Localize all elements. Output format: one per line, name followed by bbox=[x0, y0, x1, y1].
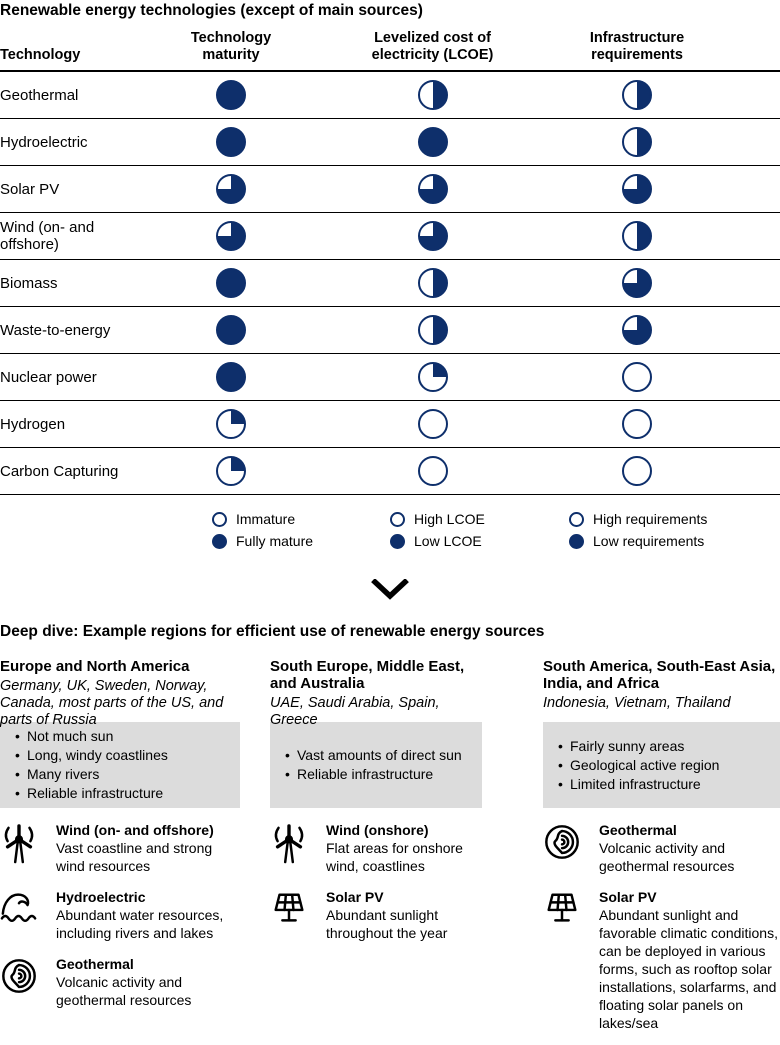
harvey-ball-maturity bbox=[216, 127, 246, 157]
harvey-ball-maturity bbox=[216, 80, 246, 110]
infrastructure-cell bbox=[534, 456, 740, 486]
region-header bbox=[270, 658, 482, 728]
characteristics-list bbox=[278, 746, 474, 784]
lcoe-cell bbox=[331, 221, 534, 251]
region-title: South Europe, Middle East, and Australia bbox=[270, 658, 465, 692]
column-header-lcoe bbox=[331, 30, 534, 70]
harvey-ball-maturity bbox=[216, 221, 246, 251]
maturity-cell bbox=[131, 315, 331, 345]
harvey-ball-infrastructure bbox=[622, 268, 652, 298]
lcoe-cell bbox=[331, 362, 534, 392]
harvey-ball-lcoe bbox=[418, 315, 448, 345]
technology-item bbox=[270, 821, 482, 875]
legend-item bbox=[390, 530, 485, 552]
column-header-lcoe-label: Levelized cost of electricity (LCOE) bbox=[371, 30, 494, 63]
infrastructure-cell bbox=[534, 80, 740, 110]
filled-circle-icon bbox=[212, 534, 227, 549]
technology-text bbox=[599, 821, 780, 875]
legend-label: Fully mature bbox=[236, 533, 314, 549]
technology-description: Abundant water resources, including rivers and lakes bbox=[56, 907, 224, 941]
technology-label: Hydroelectric bbox=[0, 133, 88, 151]
maturity-cell bbox=[131, 80, 331, 110]
lcoe-cell bbox=[331, 174, 534, 204]
characteristic-item: • Vast amounts of direct sun bbox=[297, 746, 474, 765]
filled-circle-icon bbox=[390, 534, 405, 549]
characteristics-box bbox=[0, 722, 240, 808]
table-row-solar-pv bbox=[0, 166, 780, 213]
harvey-ball-infrastructure bbox=[622, 80, 652, 110]
technology-description: Vast coastline and strong wind resources bbox=[56, 840, 213, 874]
characteristic-item: • Limited infrastructure bbox=[570, 775, 772, 794]
characteristic-item: • Many rivers bbox=[27, 765, 232, 784]
infrastructure-cell bbox=[534, 362, 740, 392]
technology-item bbox=[0, 821, 240, 875]
technology-text bbox=[326, 821, 482, 875]
harvey-ball-infrastructure bbox=[622, 362, 652, 392]
lcoe-cell bbox=[331, 456, 534, 486]
harvey-ball-lcoe bbox=[418, 362, 448, 392]
harvey-ball-maturity bbox=[216, 409, 246, 439]
technology-description: Volcanic activity and geothermal resources bbox=[56, 974, 192, 1008]
harvey-ball-lcoe bbox=[418, 174, 448, 204]
legend-label: Immature bbox=[236, 511, 296, 527]
harvey-ball-lcoe bbox=[418, 127, 448, 157]
maturity-cell bbox=[131, 409, 331, 439]
technology-label: Geothermal bbox=[0, 86, 79, 104]
column-header-technology: Technology bbox=[0, 46, 81, 63]
geothermal-icon bbox=[0, 955, 38, 1009]
maturity-cell bbox=[131, 221, 331, 251]
characteristic-item: • Fairly sunny areas bbox=[570, 737, 772, 756]
technology-name: Wind (onshore) bbox=[326, 822, 429, 838]
technology-label: Nuclear power bbox=[0, 368, 97, 386]
technology-item bbox=[543, 888, 780, 1032]
table-row-biomass bbox=[0, 260, 780, 307]
column-header-infrastructure-label: Infrastructure requirements bbox=[589, 30, 685, 63]
harvey-ball-lcoe bbox=[418, 221, 448, 251]
legend-lcoe bbox=[390, 508, 485, 552]
harvey-ball-lcoe bbox=[418, 409, 448, 439]
lcoe-cell bbox=[331, 127, 534, 157]
wave-icon bbox=[0, 888, 38, 942]
characteristic-item: • Geological active region bbox=[570, 756, 772, 775]
table-row-wind bbox=[0, 213, 780, 260]
technology-name: Solar PV bbox=[599, 889, 657, 905]
legend-label: High LCOE bbox=[414, 511, 485, 527]
harvey-ball-maturity bbox=[216, 268, 246, 298]
technology-name: Wind (on- and offshore) bbox=[56, 822, 214, 838]
harvey-ball-maturity bbox=[216, 456, 246, 486]
deep-dive-columns bbox=[0, 658, 780, 1036]
solar-panel-icon bbox=[270, 888, 308, 942]
region-column-south-america-asia-africa bbox=[543, 658, 780, 1045]
region-header bbox=[543, 658, 780, 722]
region-examples: Germany, UK, Sweden, Norway, Canada, most parts of the US, and parts of Russia bbox=[0, 678, 224, 728]
technology-text bbox=[56, 888, 240, 942]
legend-infrastructure bbox=[569, 508, 707, 552]
technology-item bbox=[543, 821, 780, 875]
region-title: Europe and North America bbox=[0, 658, 190, 675]
technology-text bbox=[599, 888, 780, 1032]
region-header bbox=[0, 658, 240, 728]
infrastructure-cell bbox=[534, 315, 740, 345]
technology-item bbox=[270, 888, 482, 942]
technology-item bbox=[0, 955, 240, 1009]
harvey-ball-maturity bbox=[216, 315, 246, 345]
technology-item bbox=[0, 888, 240, 942]
legend-item bbox=[390, 508, 485, 530]
maturity-cell bbox=[131, 127, 331, 157]
legend-label: Low LCOE bbox=[414, 533, 482, 549]
table-row-waste-to-energy bbox=[0, 307, 780, 354]
harvey-ball-maturity bbox=[216, 362, 246, 392]
maturity-cell bbox=[131, 362, 331, 392]
table-header-row bbox=[0, 20, 780, 72]
legend-label: High requirements bbox=[593, 511, 708, 527]
harvey-ball-lcoe bbox=[418, 456, 448, 486]
characteristic-item: • Not much sun bbox=[27, 727, 232, 746]
empty-circle-icon bbox=[390, 512, 405, 527]
harvey-ball-infrastructure bbox=[622, 127, 652, 157]
technology-name: Geothermal bbox=[599, 822, 677, 838]
technology-name: Solar PV bbox=[326, 889, 384, 905]
region-examples: UAE, Saudi Arabia, Spain, Greece bbox=[270, 695, 440, 728]
technology-description: Flat areas for onshore wind, coastlines bbox=[326, 840, 463, 874]
region-column-europe-north-america bbox=[0, 658, 240, 1022]
column-header-maturity-label: Technology maturity bbox=[190, 30, 272, 63]
infrastructure-cell bbox=[534, 409, 740, 439]
legend-maturity bbox=[212, 508, 313, 552]
lcoe-cell bbox=[331, 268, 534, 298]
technology-label: Biomass bbox=[0, 274, 58, 292]
maturity-cell bbox=[131, 174, 331, 204]
legend-item bbox=[569, 530, 707, 552]
technology-description: Abundant sunlight and favorable climatic conditions, can be deployed in various forms, such as rooftop solar installations, solarfarms, and floating solar panels on lakes/sea bbox=[599, 907, 778, 1031]
infrastructure-cell bbox=[534, 221, 740, 251]
characteristic-item: • Reliable infrastructure bbox=[297, 765, 474, 784]
region-title: South America, South-East Asia, India, and Africa bbox=[543, 658, 776, 692]
harvey-ball-lcoe bbox=[418, 80, 448, 110]
empty-circle-icon bbox=[212, 512, 227, 527]
characteristics-list bbox=[551, 737, 772, 794]
table-row-carbon-capturing bbox=[0, 448, 780, 495]
harvey-ball-infrastructure bbox=[622, 315, 652, 345]
infrastructure-cell bbox=[534, 174, 740, 204]
section-divider bbox=[0, 579, 780, 603]
lcoe-cell bbox=[331, 409, 534, 439]
column-header-maturity bbox=[131, 30, 331, 70]
harvey-ball-infrastructure bbox=[622, 174, 652, 204]
deep-dive-heading: Deep dive: Example regions for efficient use of renewable energy sources bbox=[0, 623, 545, 640]
harvey-ball-lcoe bbox=[418, 268, 448, 298]
empty-circle-icon bbox=[569, 512, 584, 527]
technology-label: Waste-to-energy bbox=[0, 321, 111, 339]
technology-description: Volcanic activity and geothermal resources bbox=[599, 840, 735, 874]
harvey-ball-infrastructure bbox=[622, 221, 652, 251]
wind-turbine-icon bbox=[270, 821, 308, 875]
characteristics-list bbox=[8, 727, 232, 803]
characteristic-item: • Reliable infrastructure bbox=[27, 784, 232, 803]
solar-panel-icon bbox=[543, 888, 581, 1032]
table-row-hydroelectric bbox=[0, 119, 780, 166]
legend bbox=[0, 508, 780, 554]
region-column-south-europe-middle-east bbox=[270, 658, 482, 955]
legend-item bbox=[569, 508, 707, 530]
technology-text bbox=[56, 955, 240, 1009]
technology-label: Hydrogen bbox=[0, 415, 66, 433]
region-examples: Indonesia, Vietnam, Thailand bbox=[543, 695, 731, 711]
characteristics-box bbox=[543, 722, 780, 808]
legend-item bbox=[212, 530, 313, 552]
technology-name: Geothermal bbox=[56, 956, 134, 972]
infrastructure-cell bbox=[534, 268, 740, 298]
technology-text bbox=[326, 888, 482, 942]
legend-label: Low requirements bbox=[593, 533, 705, 549]
wind-turbine-icon bbox=[0, 821, 38, 875]
table-row-geothermal bbox=[0, 72, 780, 119]
geothermal-icon bbox=[543, 821, 581, 875]
harvey-ball-infrastructure bbox=[622, 409, 652, 439]
column-header-infrastructure bbox=[534, 30, 740, 70]
technology-label: Solar PV bbox=[0, 180, 60, 198]
table-row-nuclear bbox=[0, 354, 780, 401]
characteristic-item: • Long, windy coastlines bbox=[27, 746, 232, 765]
infrastructure-cell bbox=[534, 127, 740, 157]
characteristics-box bbox=[270, 722, 482, 808]
table-row-hydrogen bbox=[0, 401, 780, 448]
legend-item bbox=[212, 508, 313, 530]
lcoe-cell bbox=[331, 315, 534, 345]
lcoe-cell bbox=[331, 80, 534, 110]
chevron-down-icon bbox=[371, 579, 409, 601]
harvey-ball-infrastructure bbox=[622, 456, 652, 486]
filled-circle-icon bbox=[569, 534, 584, 549]
maturity-cell bbox=[131, 456, 331, 486]
technology-text bbox=[56, 821, 240, 875]
technology-description: Abundant sunlight throughout the year bbox=[326, 907, 448, 941]
maturity-cell bbox=[131, 268, 331, 298]
technology-name: Hydroelectric bbox=[56, 889, 146, 905]
harvey-ball-maturity bbox=[216, 174, 246, 204]
technology-label: Carbon Capturing bbox=[0, 462, 119, 480]
technology-label: Wind (on- and offshore) bbox=[0, 219, 95, 253]
page-title: Renewable energy technologies (except of main sources) bbox=[0, 2, 423, 19]
